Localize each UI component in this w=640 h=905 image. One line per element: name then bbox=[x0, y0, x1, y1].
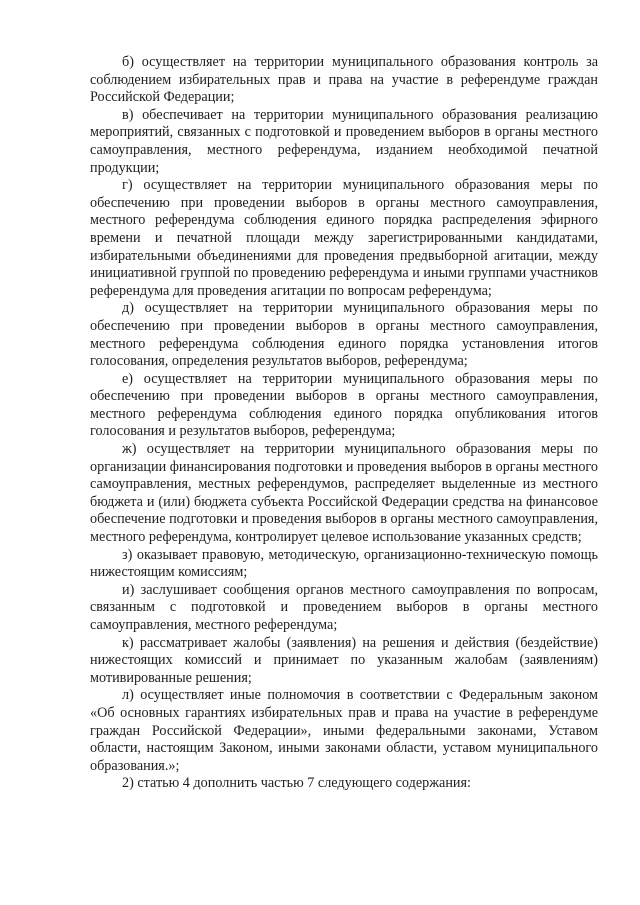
paragraph-item-zh: ж) осуществляет на территории муниципального образования меры по организации финансирования подготовки и проведения выборов в органы местного самоуправления, местных референдумов, распределяет выделенные из местного бюджета и (или) бюджета субъекта Российской Федерации средства на финансовое обеспечение подготовки и проведения выборов в органы местного самоуправления, местного референдума, контролирует целевое использование указанных средств; bbox=[90, 441, 598, 546]
paragraph-item-z: з) оказывает правовую, методическую, организационно-техническую помощь нижестоящим комиссиям; bbox=[90, 546, 598, 581]
paragraph-item-l: л) осуществляет иные полномочия в соответствии с Федеральным законом «Об основных гарантиях избирательных прав и права на участие в референдуме граждан Российской Федерации», иными федеральными законами, Уставом области, настоящим Законом, иными законами области, уставом муниципального образования.»; bbox=[90, 687, 598, 774]
paragraph-item-g: г) осуществляет на территории муниципального образования меры по обеспечению при проведении выборов в органы местного самоуправления, местного референдума соблюдения единого порядка распределения эфирного времени и печатной площади между зарегистрированными кандидатами, избирательными объединениями для проведения предвыборной агитации, между инициативной группой по проведению референдума и иными группами участников референдума для проведения агитации по вопросам референдума; bbox=[90, 177, 598, 299]
paragraph-item-b: б) осуществляет на территории муниципального образования контроль за соблюдением избирательных прав и права на участие в референдуме граждан Российской Федерации; bbox=[90, 54, 598, 106]
paragraph-item-d: д) осуществляет на территории муниципального образования меры по обеспечению при проведении выборов в органы местного самоуправления, местного референдума соблюдения единого порядка установления итогов голосования, определения результатов выборов, референдума; bbox=[90, 300, 598, 370]
paragraph-item-k: к) рассматривает жалобы (заявления) на решения и действия (бездействие) нижестоящих комиссий и принимает по указанным жалобам (заявлениям) мотивированные решения; bbox=[90, 634, 598, 686]
paragraph-item-i: и) заслушивает сообщения органов местного самоуправления по вопросам, связанным с подготовкой и проведением выборов в органы местного самоуправления, местного референдума; bbox=[90, 581, 598, 633]
paragraph-item-v: в) обеспечивает на территории муниципального образования реализацию мероприятий, связанных с подготовкой и проведением выборов в органы местного самоуправления, местного референдума, изданием необходимой печатной продукции; bbox=[90, 106, 598, 176]
paragraph-item-e: е) осуществляет на территории муниципального образования меры по обеспечению при проведении выборов в органы местного самоуправления, местного референдума соблюдения единого порядка опубликования итогов голосования и результатов выборов, референдума; bbox=[90, 370, 598, 440]
paragraph-item-2: 2) статью 4 дополнить частью 7 следующего содержания: bbox=[122, 775, 471, 792]
